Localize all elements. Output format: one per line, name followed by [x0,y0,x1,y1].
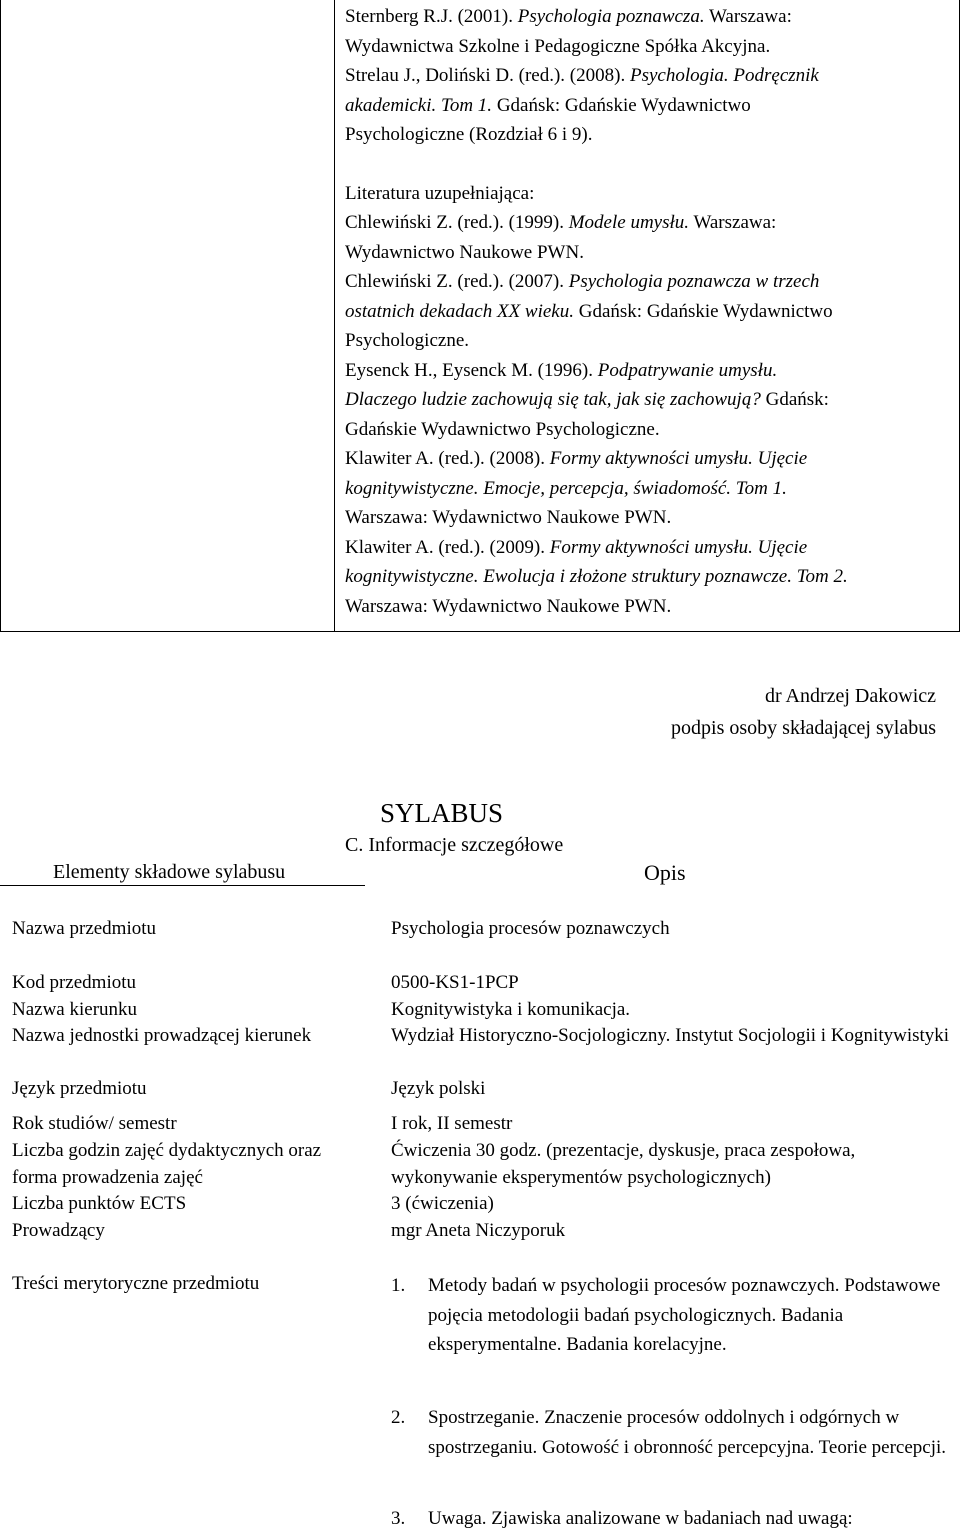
literature-line [345,415,949,445]
list-item-number: 2. [391,1407,406,1428]
table-column-divider [334,0,335,632]
literature-line [345,238,949,268]
row-value: 3 (ćwiczenia) [391,1193,494,1214]
literature-line [345,444,949,474]
literature-text: Chlewiński Z. (red.). (1999). [345,212,569,233]
list-item-number: 3. [391,1508,406,1529]
literature-line [345,326,949,356]
literature-text: Sternberg R.J. (2001). [345,6,518,27]
row-value: Ćwiczenia 30 godz. (prezentacje, dyskusje, praca zespołowa, wykonywanie eksperymentów psychologicznych) [391,1140,856,1188]
list-item-text: Uwaga. Zjawiska analizowane w badaniach nad uwagą: [428,1508,853,1529]
blank-line [345,150,949,179]
header-rule [0,885,365,886]
row-label: Prowadzący [12,1220,105,1241]
literature-line [345,267,949,297]
literature-text: Klawiter A. (red.). (2008). [345,448,550,469]
literature-text: Psychologiczne (Rozdział 6 i 9). [345,124,593,145]
literature-text: akademicki. Tom 1. [345,94,493,116]
row-value: 0500-KS1-1PCP [391,972,519,993]
literature-text: ostatnich dekadach XX wieku. [345,300,574,322]
literature-text: Warszawa: Wydawnictwo Naukowe PWN. [345,595,672,617]
literature-text: Gdańsk: Gdańskie Wydawnictwo [574,300,833,322]
literature-table [0,0,960,632]
literature-text: Chlewiński Z. (red.). (2007). [345,271,569,292]
literature-text: Literatura uzupełniająca: [345,182,535,204]
row-label: Kod przedmiotu [12,972,137,993]
literature-text: Wydawnictwa Szkolne i Pedagogiczne Spółka Akcyjna. [345,35,771,57]
literature-text: Warszawa: [689,212,777,233]
literature-text: kognitywistyczne. Ewolucja i złożone struktury poznawcze. Tom 2. [345,566,848,587]
row-value: Psychologia procesów poznawczych [391,918,670,939]
literature-text: Modele umysłu. [568,212,690,233]
literature-text: Klawiter A. (red.). (2009). [345,536,550,558]
literature-text: Psychologia poznawcza w trzech [568,271,820,292]
row-label: Rok studiów/ semestr [12,1113,177,1134]
row-label: Liczba godzin zajęć dydaktycznych oraz forma prowadzenia zajęć [12,1140,322,1188]
list-item-text: Spostrzeganie. Znaczenie procesów oddolnych i odgórnych w spostrzeganiu. Gotowość i obronność percepcyjna. Teorie percepcji. [428,1407,947,1458]
literature-text: Gdańskie Wydawnictwo Psychologiczne. [345,418,660,440]
literature-line [345,179,949,209]
literature-line [345,208,949,238]
literature-text: Gdańsk: [760,389,829,410]
row-label: Nazwa jednostki prowadzącej kierunek [12,1025,312,1046]
row-label: Liczba punktów ECTS [12,1193,187,1214]
literature-line [345,562,949,592]
literature-text: Psychologia. Podręcznik [629,65,819,86]
literature-line [345,2,949,32]
row-label: Nazwa przedmiotu [12,918,157,939]
literature-text: Wydawnictwo Naukowe PWN. [345,241,584,263]
sylabus-title: SYLABUS [380,798,504,828]
row-label: Język przedmiotu [12,1078,147,1099]
literature-line [345,91,949,121]
literature-line [345,385,949,415]
literature-text: Gdańsk: Gdańskie Wydawnictwo [492,94,751,116]
literature-text: kognitywistyczne. Emocje, percepcja, świadomość. Tom 1. [345,477,787,499]
literature-line [345,32,949,62]
sylabus-subtitle: C. Informacje szczegółowe [345,834,564,856]
literature-line [345,120,949,150]
row-value: mgr Aneta Niczyporuk [391,1220,566,1241]
literature-line [345,533,949,563]
literature-text: Formy aktywności umysłu. Ujęcie [549,448,808,469]
literature-text: Dlaczego ludzie zachowują się tak, jak się zachowują? [345,389,761,410]
row-value: Kognitywistyka i komunikacja. [391,999,631,1020]
literature-text: Psychologia poznawcza. [517,6,705,27]
column-header-description: Opis [644,860,686,885]
literature-text: Warszawa: Wydawnictwo Naukowe PWN. [345,507,672,528]
row-value: Język polski [391,1078,486,1099]
row-label: Nazwa kierunku [12,999,138,1020]
signature-caption: podpis osoby składającej sylabus [671,717,936,739]
literature-text: Formy aktywności umysłu. Ujęcie [549,536,808,558]
row-label: Treści merytoryczne przedmiotu [12,1273,260,1294]
literature-line [345,503,949,533]
signature-block [671,680,936,744]
literature-text: Eysenck H., Eysenck M. (1996). [345,359,598,381]
literature-line [345,474,949,504]
literature-line [345,592,949,622]
row-value: Wydział Historyczno-Socjologiczny. Instytut Socjologii i Kognitywistyki [391,1025,950,1046]
literature-text: Strelau J., Doliński D. (red.). (2008). [345,65,630,86]
column-header-elements: Elementy składowe sylabusu [53,861,286,883]
literature-line [345,356,949,386]
literature-cell [345,2,949,621]
list-item-text: Metody badań w psychologii procesów poznawczych. Podstawowe pojęcia metodologii badań psychologicznych. Badania eksperymentalne. Badania korelacyjne. [428,1275,941,1355]
literature-line [345,61,949,91]
literature-line [345,297,949,327]
signature-name: dr Andrzej Dakowicz [764,685,936,707]
literature-text: Podpatrywanie umysłu. [597,359,778,381]
literature-text: Psychologiczne. [345,330,470,351]
literature-text: Warszawa: [704,6,792,27]
row-value: I rok, II semestr [391,1113,513,1134]
list-item-number: 1. [391,1275,406,1296]
